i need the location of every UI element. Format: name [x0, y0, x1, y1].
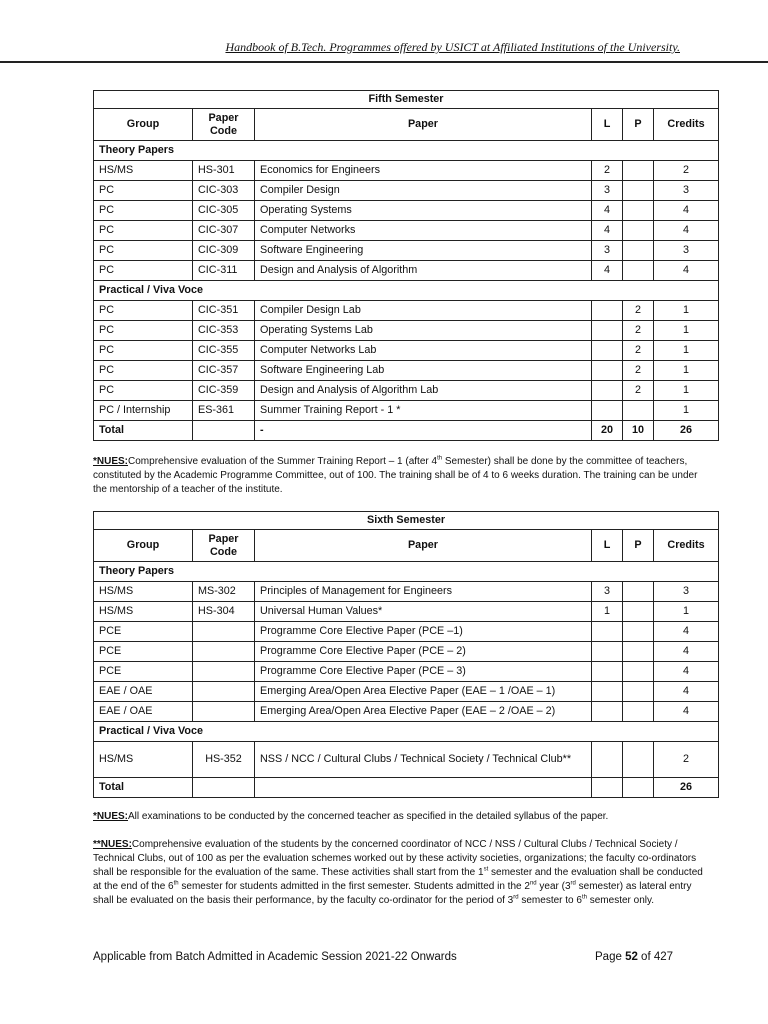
cell-l	[592, 341, 623, 361]
cell-credits: 4	[654, 622, 719, 642]
col-p: P	[623, 530, 654, 562]
footer-applicability: Applicable from Batch Admitted in Academic Session 2021-22 Onwards	[93, 951, 457, 963]
cell-code	[193, 682, 255, 702]
cell-code: HS-304	[193, 602, 255, 622]
table-row	[94, 702, 719, 722]
cell-code: HS-301	[193, 161, 255, 181]
table-row	[94, 261, 719, 281]
cell-p	[623, 241, 654, 261]
cell-l	[592, 381, 623, 401]
cell-code: CIC-307	[193, 221, 255, 241]
cell-group: HS/MS	[94, 582, 193, 602]
section-label: Practical / Viva Voce	[94, 281, 719, 301]
cell-p: 2	[623, 341, 654, 361]
cell-group: PC / Internship	[94, 401, 193, 421]
cell-credits: 4	[654, 702, 719, 722]
cell-paper: Operating Systems Lab	[255, 321, 592, 341]
cell-credits: 4	[654, 201, 719, 221]
table-row	[94, 161, 719, 181]
cell-p: 2	[623, 361, 654, 381]
cell-l	[592, 642, 623, 662]
cell-paper: Emerging Area/Open Area Elective Paper (EAE – 2 /OAE – 2)	[255, 702, 592, 722]
cell-p	[623, 401, 654, 421]
table-title: Fifth Semester	[94, 91, 719, 109]
table-row	[94, 201, 719, 221]
column-header-row	[94, 109, 719, 141]
cell-credits: 1	[654, 321, 719, 341]
cell-paper: Universal Human Values*	[255, 602, 592, 622]
cell-code	[193, 702, 255, 722]
cell-group: PC	[94, 261, 193, 281]
cell-p	[623, 261, 654, 281]
cell-credits: 2	[654, 161, 719, 181]
col-paper: Paper	[255, 109, 592, 141]
cell-credits: 4	[654, 221, 719, 241]
table-row	[94, 181, 719, 201]
cell-code	[193, 642, 255, 662]
cell-p	[623, 662, 654, 682]
cell-l	[592, 702, 623, 722]
cell-group: PC	[94, 361, 193, 381]
table-title: Sixth Semester	[94, 512, 719, 530]
cell-l	[592, 662, 623, 682]
page-header: Handbook of B.Tech. Programmes offered by USICT at Affiliated Institutions of the University.	[225, 40, 680, 54]
cell-p	[623, 161, 654, 181]
cell-l: 2	[592, 161, 623, 181]
col-l: L	[592, 530, 623, 562]
cell-p	[623, 221, 654, 241]
cell-l	[592, 682, 623, 702]
table-row	[94, 682, 719, 702]
table-row	[94, 321, 719, 341]
cell-paper: Summer Training Report - 1 *	[255, 401, 592, 421]
cell-p	[623, 201, 654, 221]
cell-l: 3	[592, 582, 623, 602]
cell-code	[193, 662, 255, 682]
cell-l: 4	[592, 221, 623, 241]
table-row	[94, 361, 719, 381]
table-row	[94, 742, 719, 778]
cell-l	[592, 742, 623, 778]
cell-l	[592, 321, 623, 341]
table-row	[94, 582, 719, 602]
cell-group: EAE / OAE	[94, 702, 193, 722]
column-header-row	[94, 530, 719, 562]
cell-paper: Computer Networks Lab	[255, 341, 592, 361]
cell-credits: 4	[654, 261, 719, 281]
cell-paper: Operating Systems	[255, 201, 592, 221]
cell-l	[592, 361, 623, 381]
cell-l: 4	[592, 261, 623, 281]
col-group: Group	[94, 530, 193, 562]
cell-credits: 3	[654, 241, 719, 261]
cell-credits: 1	[654, 381, 719, 401]
cell-group: HS/MS	[94, 742, 193, 778]
cell-code: CIC-311	[193, 261, 255, 281]
cell-code: CIC-355	[193, 341, 255, 361]
cell-paper: Economics for Engineers	[255, 161, 592, 181]
col-credits: Credits	[654, 109, 719, 141]
col-p: P	[623, 109, 654, 141]
cell-paper: Principles of Management for Engineers	[255, 582, 592, 602]
cell-paper: Computer Networks	[255, 221, 592, 241]
note-examinations: *NUES:All examinations to be conducted by the concerned teacher as specified in the detailed syllabus of the paper.	[93, 811, 609, 822]
note-summer-training: *NUES:Comprehensive evaluation of the Summer Training Report – 1 (after 4th Semester) shall be done by the committee of teachers, constituted by the Academic Programme Committee, out of 100. The training shall be of 4 to 6 weeks duration. The training can be under the mentorship of a teacher of the institute.	[93, 455, 698, 495]
cell-group: PC	[94, 201, 193, 221]
cell-l: 1	[592, 602, 623, 622]
cell-p: 2	[623, 301, 654, 321]
cell-code: CIC-359	[193, 381, 255, 401]
cell-group: PC	[94, 301, 193, 321]
table-row	[94, 381, 719, 401]
cell-group: PCE	[94, 622, 193, 642]
cell-paper: Compiler Design Lab	[255, 301, 592, 321]
cell-l	[592, 301, 623, 321]
cell-credits: 1	[654, 401, 719, 421]
cell-group: PC	[94, 181, 193, 201]
cell-l: 3	[592, 241, 623, 261]
cell-p	[623, 602, 654, 622]
cell-group: PCE	[94, 642, 193, 662]
table-row	[94, 221, 719, 241]
cell-code: CIC-309	[193, 241, 255, 261]
cell-code: CIC-357	[193, 361, 255, 381]
cell-group: PC	[94, 241, 193, 261]
fifth-semester-table	[93, 90, 719, 441]
cell-code: MS-302	[193, 582, 255, 602]
header-rule	[0, 61, 768, 63]
cell-code: CIC-305	[193, 201, 255, 221]
table-row	[94, 602, 719, 622]
cell-group: HS/MS	[94, 602, 193, 622]
section-label: Theory Papers	[94, 562, 719, 582]
cell-paper: Design and Analysis of Algorithm	[255, 261, 592, 281]
table-row	[94, 662, 719, 682]
col-code: Paper Code	[193, 530, 255, 562]
cell-l: 4	[592, 201, 623, 221]
col-paper: Paper	[255, 530, 592, 562]
cell-paper: Programme Core Elective Paper (PCE –1)	[255, 622, 592, 642]
cell-p: 2	[623, 381, 654, 401]
section-label: Theory Papers	[94, 141, 719, 161]
cell-credits: 4	[654, 662, 719, 682]
cell-group: PC	[94, 221, 193, 241]
cell-paper: Design and Analysis of Algorithm Lab	[255, 381, 592, 401]
cell-p	[623, 622, 654, 642]
cell-group: PCE	[94, 662, 193, 682]
col-code: Paper Code	[193, 109, 255, 141]
cell-group: EAE / OAE	[94, 682, 193, 702]
total-row: Total - 20 10 26	[94, 421, 719, 441]
cell-code: ES-361	[193, 401, 255, 421]
cell-p	[623, 682, 654, 702]
cell-paper: Compiler Design	[255, 181, 592, 201]
table-row	[94, 241, 719, 261]
table-row	[94, 622, 719, 642]
col-l: L	[592, 109, 623, 141]
cell-paper: Programme Core Elective Paper (PCE – 2)	[255, 642, 592, 662]
table-row	[94, 642, 719, 662]
col-credits: Credits	[654, 530, 719, 562]
cell-p	[623, 642, 654, 662]
total-row: Total 26	[94, 778, 719, 798]
cell-code: CIC-303	[193, 181, 255, 201]
table-row	[94, 301, 719, 321]
cell-paper: NSS / NCC / Cultural Clubs / Technical Society / Technical Club**	[255, 742, 592, 778]
cell-credits: 4	[654, 642, 719, 662]
cell-group: HS/MS	[94, 161, 193, 181]
col-group: Group	[94, 109, 193, 141]
cell-credits: 1	[654, 602, 719, 622]
cell-credits: 3	[654, 582, 719, 602]
cell-code: CIC-353	[193, 321, 255, 341]
cell-p: 2	[623, 321, 654, 341]
cell-paper: Software Engineering	[255, 241, 592, 261]
cell-code	[193, 622, 255, 642]
cell-credits: 4	[654, 682, 719, 702]
cell-code: HS-352	[193, 742, 255, 778]
section-label: Practical / Viva Voce	[94, 722, 719, 742]
note-activities: **NUES:Comprehensive evaluation of the students by the concerned coordinator of NCC / NSS / Cultural Clubs / Technical Society / Technical Clubs, out of 100 as per the evaluation schemes worked out by these activity societies, organizations; the faculty co-ordinators shall be responsible for the evaluation of the same. These activities shall start from the 1st semester and the evaluation shall be conducted at the end of the 6th semester for students admitted in the first semester. Students admitted in the 2nd year (3rd semester) as lateral entry shall be evaluated on the basis their performance, by the faculty co-ordinator for the period of 3rd semester to 6th semester only.	[93, 839, 703, 906]
cell-credits: 1	[654, 301, 719, 321]
cell-code: CIC-351	[193, 301, 255, 321]
cell-l: 3	[592, 181, 623, 201]
cell-credits: 1	[654, 361, 719, 381]
cell-credits: 3	[654, 181, 719, 201]
cell-group: PC	[94, 341, 193, 361]
cell-group: PC	[94, 321, 193, 341]
cell-credits: 2	[654, 742, 719, 778]
cell-credits: 1	[654, 341, 719, 361]
cell-l	[592, 401, 623, 421]
table-row	[94, 401, 719, 421]
footer-page-number: Page 52 of 427	[595, 951, 674, 963]
cell-p	[623, 702, 654, 722]
table-row	[94, 341, 719, 361]
cell-paper: Software Engineering Lab	[255, 361, 592, 381]
cell-paper: Emerging Area/Open Area Elective Paper (EAE – 1 /OAE – 1)	[255, 682, 592, 702]
sixth-semester-table	[93, 511, 719, 798]
cell-p	[623, 582, 654, 602]
cell-p	[623, 181, 654, 201]
cell-l	[592, 622, 623, 642]
cell-p	[623, 742, 654, 778]
cell-group: PC	[94, 381, 193, 401]
cell-paper: Programme Core Elective Paper (PCE – 3)	[255, 662, 592, 682]
